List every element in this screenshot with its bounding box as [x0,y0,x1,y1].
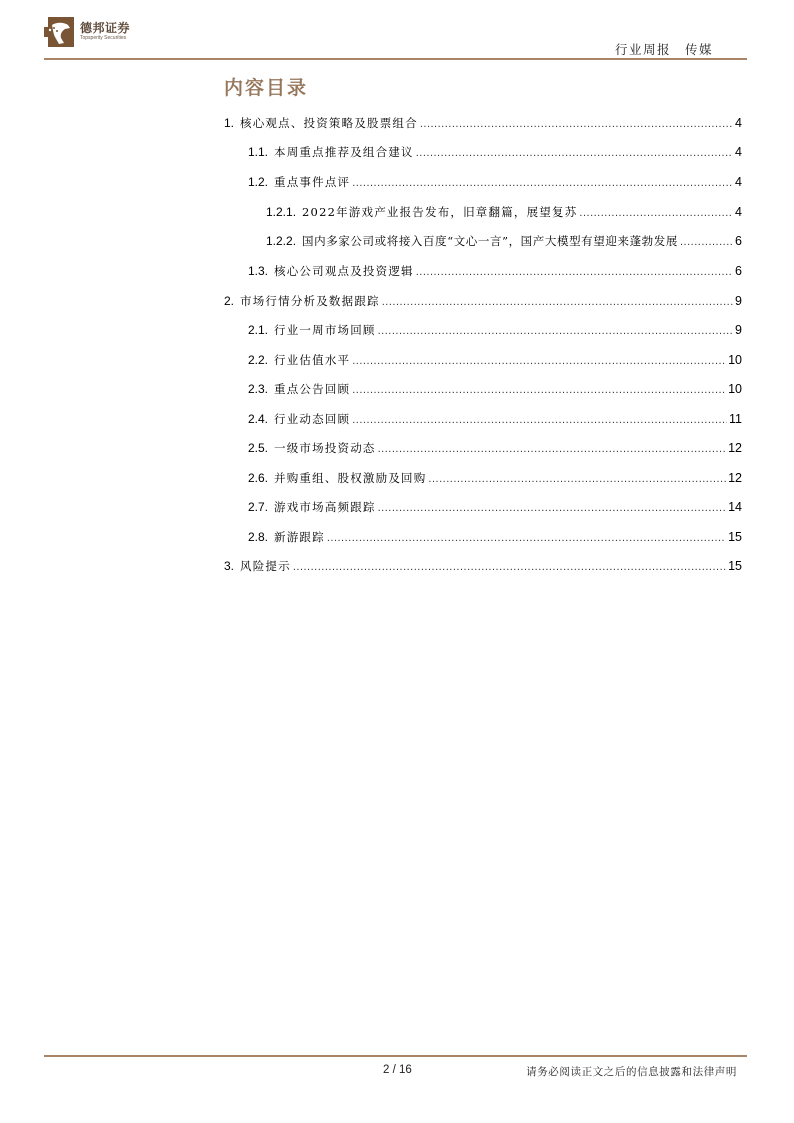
toc-entry[interactable] [248,529,742,549]
page-indicator: 2 / 16 [383,1064,412,1076]
toc-number: 1.2.2. [266,234,297,248]
toc-text: 重点公告回顾 [274,382,351,396]
toc-leader-dots [382,296,733,308]
footer-divider [44,1055,747,1057]
toc-entry[interactable] [248,499,742,519]
toc-text: 游戏市场高频跟踪 [274,500,376,514]
toc-leader-dots [378,443,726,455]
toc-number: 1.2. [248,175,269,189]
toc-page-number: 9 [735,323,742,337]
toc-entry[interactable] [248,174,742,194]
toc-page-number: 4 [735,205,742,219]
toc-number: 1.2.1. [266,205,297,219]
toc-leader-dots [579,207,733,219]
toc-page-number: 11 [729,412,742,426]
toc-number: 2.1. [248,323,269,337]
toc-leader-dots [680,236,733,248]
page-header [0,0,794,62]
toc-page-number: 12 [728,471,742,485]
toc-number: 1.1. [248,145,269,159]
toc-page-number: 15 [728,559,742,573]
toc-entry[interactable] [224,293,742,313]
header-divider [44,58,747,60]
toc-title: 内容目录 [224,77,309,99]
toc-leader-dots [420,118,733,130]
toc-leader-dots [352,177,733,189]
toc-entry[interactable] [248,144,742,164]
toc-text: 风险提示 [240,559,291,573]
toc-page-number: 4 [735,116,742,130]
report-sector: 传媒 [684,42,713,57]
toc-page-number: 4 [735,175,742,189]
legal-disclaimer: 请务必阅读正文之后的信息披露和法律声明 [526,1066,737,1078]
toc-entry[interactable] [248,381,742,401]
toc-page-number: 10 [728,382,742,396]
toc-text: 行业动态回顾 [274,412,351,426]
toc-leader-dots [378,502,726,514]
toc-leader-dots [378,325,733,337]
toc-entry[interactable] [248,470,742,490]
toc-entry[interactable] [266,204,742,224]
toc-number: 2.3. [248,382,269,396]
toc-entry[interactable] [248,352,742,372]
company-logo [44,17,130,47]
toc-page-number: 6 [735,234,742,248]
toc-leader-dots [293,561,726,573]
toc-text: 行业一周市场回顾 [274,323,376,337]
toc-page-number: 9 [735,294,742,308]
toc-text: 重点事件点评 [274,175,351,189]
toc-leader-dots [416,266,733,278]
toc-number: 2.8. [248,530,269,544]
toc-number: 2.6. [248,471,269,485]
toc-leader-dots [352,384,726,396]
toc-entry[interactable] [248,263,742,283]
toc-text: 行业估值水平 [274,353,351,367]
toc-number: 1. [224,116,235,130]
toc-page-number: 6 [735,264,742,278]
toc-entry[interactable] [224,558,742,578]
toc-text: 新游跟踪 [274,530,325,544]
toc-entry[interactable] [224,115,742,135]
logo-name-cn: 德邦证券 [80,21,131,35]
logo-name-en: Topsperity Securities [80,35,127,41]
toc-entry[interactable] [248,322,742,342]
toc-text: 本周重点推荐及组合建议 [274,145,414,159]
report-meta [615,40,713,58]
toc-text: 国内多家公司或将接入百度“文心一言”，国产大模型有望迎来蓬勃发展 [302,234,678,248]
toc-leader-dots [352,414,727,426]
toc-leader-dots [352,355,726,367]
report-type: 行业周报 [614,42,671,57]
toc-entry[interactable] [248,411,742,431]
logo-mark-icon [44,17,74,47]
toc-leader-dots [428,473,726,485]
toc-number: 2.2. [248,353,269,367]
toc-page-number: 14 [728,500,742,514]
toc-text: 核心公司观点及投资逻辑 [274,264,414,278]
toc-number: 2. [224,294,235,308]
toc-leader-dots [327,532,726,544]
toc-text: 一级市场投资动态 [274,441,376,455]
toc-page-number: 15 [728,530,742,544]
toc-number: 2.7. [248,500,269,514]
toc-page-number: 4 [735,145,742,159]
toc-page-number: 12 [728,441,742,455]
toc-text: 2022年游戏产业报告发布，旧章翻篇，展望复苏 [302,205,578,219]
toc-page-number: 10 [728,353,742,367]
toc-number: 2.5. [248,441,269,455]
toc-number: 1.3. [248,264,269,278]
toc-leader-dots [416,147,733,159]
toc-text: 市场行情分析及数据跟踪 [240,294,380,308]
toc-text: 核心观点、投资策略及股票组合 [240,116,418,130]
toc-number: 3. [224,559,235,573]
toc-text: 并购重组、股权激励及回购 [274,471,427,485]
toc-entry[interactable] [248,440,742,460]
toc-entry[interactable] [266,233,742,253]
toc-number: 2.4. [248,412,269,426]
